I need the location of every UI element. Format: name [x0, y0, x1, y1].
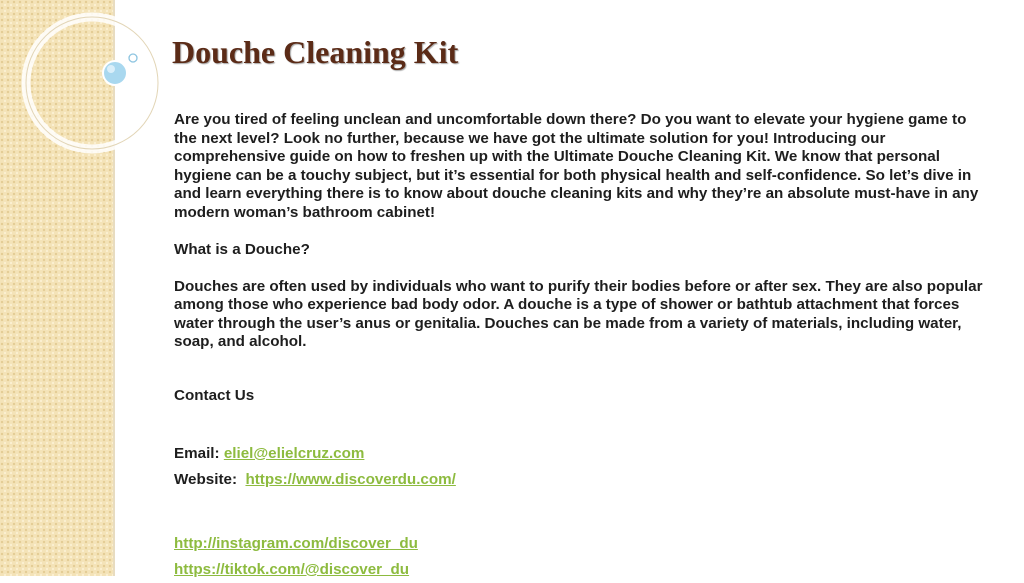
slide-title: Douche Cleaning Kit: [172, 34, 459, 70]
website-link[interactable]: https://www.discoverdu.com/: [245, 471, 456, 488]
tiktok-link[interactable]: https://tiktok.com/@discover_du: [174, 561, 410, 578]
instagram-link[interactable]: http://instagram.com/discover_du: [174, 535, 418, 552]
instagram-row: [174, 531, 984, 557]
intro-paragraph: Are you tired of feeling unclean and uncomfortable down there? Do you want to elevate your hygiene game to the next level? Look no further, because we have got the ultimate solution for you! Introducing our comprehensive guide on how to freshen up with the Ultimate Douche Cleaning Kit. We know that personal hygiene can be a touchy subject, but it’s essential for both physical health and self-confidence. So let’s dive in and learn everything there is to know about douche cleaning kits and why they’re an absolute must-have in any modern woman’s bathroom cabinet!: [174, 111, 979, 221]
slide-content: [174, 111, 984, 583]
website-row: [174, 467, 984, 493]
email-label: Email:: [174, 445, 220, 462]
contact-heading: Contact Us: [174, 386, 255, 404]
section-heading: What is a Douche?: [174, 240, 310, 258]
email-link[interactable]: eliel@elielcruz.com: [223, 445, 365, 462]
section-body: Douches are often used by individuals who want to purify their bodies before or after sex. They are also popular among those who experience bad body odor. A douche is a type of shower or bathtub attachment that forces water through the user’s anus or genitalia. Douches can be made from a variety of materials, including water, soap, and alcohol.: [174, 277, 983, 350]
email-row: [174, 441, 984, 467]
tiktok-row: [174, 557, 984, 583]
decorative-rings: [0, 0, 180, 160]
website-label: Website:: [174, 471, 238, 488]
